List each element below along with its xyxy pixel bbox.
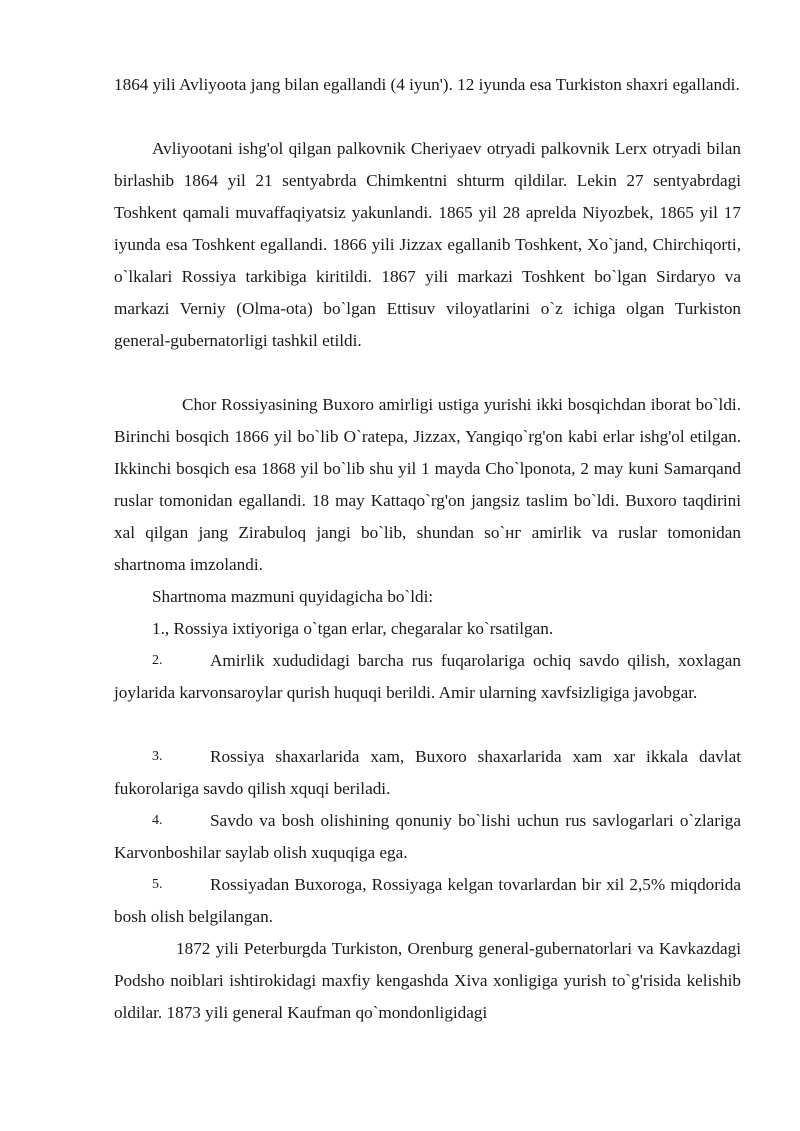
list-item-number: 3. <box>152 749 163 764</box>
paragraph-4: Shartnoma mazmuni quyidagicha bo`ldi: <box>152 587 434 606</box>
list-item-4 <box>114 805 741 869</box>
list-item-number: 2. <box>152 653 163 668</box>
list-item-number: 5. <box>152 877 163 892</box>
paragraph-2: Avliyootani ishg'ol qilgan palkovnik Cheriyaev otryadi palkovnik Lerx otryadi bilan birlashib 1864 yil 21 sentyabrda Chimkentni shturm qildilar. Lekin 27 sentyabrdagi Toshkent qamali muvaffaqiyatsiz yakunlandi. 1865 yil 28 aprelda Niyozbek, 1865 yil 17 iyunda esa Toshkent egallandi. 1866 yili Jizzax egallanib Toshkent, Xo`jand, Chirchiqorti, o`lkalari Rossiya tarkibiga kiritildi. 1867 yili markazi Toshkent bo`lgan Sirdaryo va markazi Verniy (Olma-ota) bo`lgan Ettisuv viloyatlarini o`z ichiga olgan Turkiston general-gubernatorligi tashkil etildi. <box>114 139 741 350</box>
list-item-2 <box>114 645 741 709</box>
list-item-3 <box>114 741 741 805</box>
paragraph-1: 1864 yili Avliyoota jang bilan egallandi (4 iyun'). 12 iyunda esa Turkiston shaxri egallandi. <box>114 75 740 94</box>
list-item-text: Savdo va bosh olishining qonuniy bo`lishi uchun rus savlogarlari o`zlariga Karvonboshilar saylab olish xuquqiga ega. <box>114 811 741 862</box>
paragraph-3: Chor Rossiyasining Buxoro amirligi ustiga yurishi ikki bosqichdan iborat bo`ldi. Birinchi bosqich 1866 yil bo`lib O`ratepa, Jizzax, Yangiqo`rg'on kabi erlar ishg'ol etilgan. Ikkinchi bosqich esa 1868 yil bo`lib shu yil 1 mayda Cho`lponota, 2 may kuni Samarqand ruslar tomonidan egallandi. 18 may Kattaqo`rg'on jangsiz taslim bo`ldi. Buxoro taqdirini xal qilgan jang Zirabuloq jangi bo`lib, shundan so`нг amirlik va ruslar tomonidan shartnoma imzolandi. <box>114 395 741 574</box>
list-item-1: 1., Rossiya ixtiyoriga o`tgan erlar, chegaralar ko`rsatilgan. <box>152 619 554 638</box>
list-item-text: Rossiyadan Buxoroga, Rossiyaga kelgan tovarlardan bir xil 2,5% miqdorida bosh olish belgilangan. <box>114 875 741 926</box>
list-item-text: Amirlik xududidagi barcha rus fuqarolariga ochiq savdo qilish, xoxlagan joylarida karvonsaroylar qurish huquqi berildi. Amir ularning xavfsizligiga javobgar. <box>114 651 741 702</box>
list-item-text: Rossiya shaxarlarida xam, Buxoro shaxarlarida xam xar ikkala davlat fukorolariga savdo qilish xquqi beriladi. <box>114 747 741 798</box>
paragraph-5: 1872 yili Peterburgda Turkiston, Orenburg general-gubernatorlari va Kavkazdagi Podsho noiblari ishtirokidagi maxfiy kengashda Xiva xonligiga yurish to`g'risida kelishib oldilar. 1873 yili general Kaufman qo`mondonligidagi <box>114 939 741 1022</box>
list-item-5 <box>114 869 741 933</box>
list-item-number: 4. <box>152 813 163 828</box>
